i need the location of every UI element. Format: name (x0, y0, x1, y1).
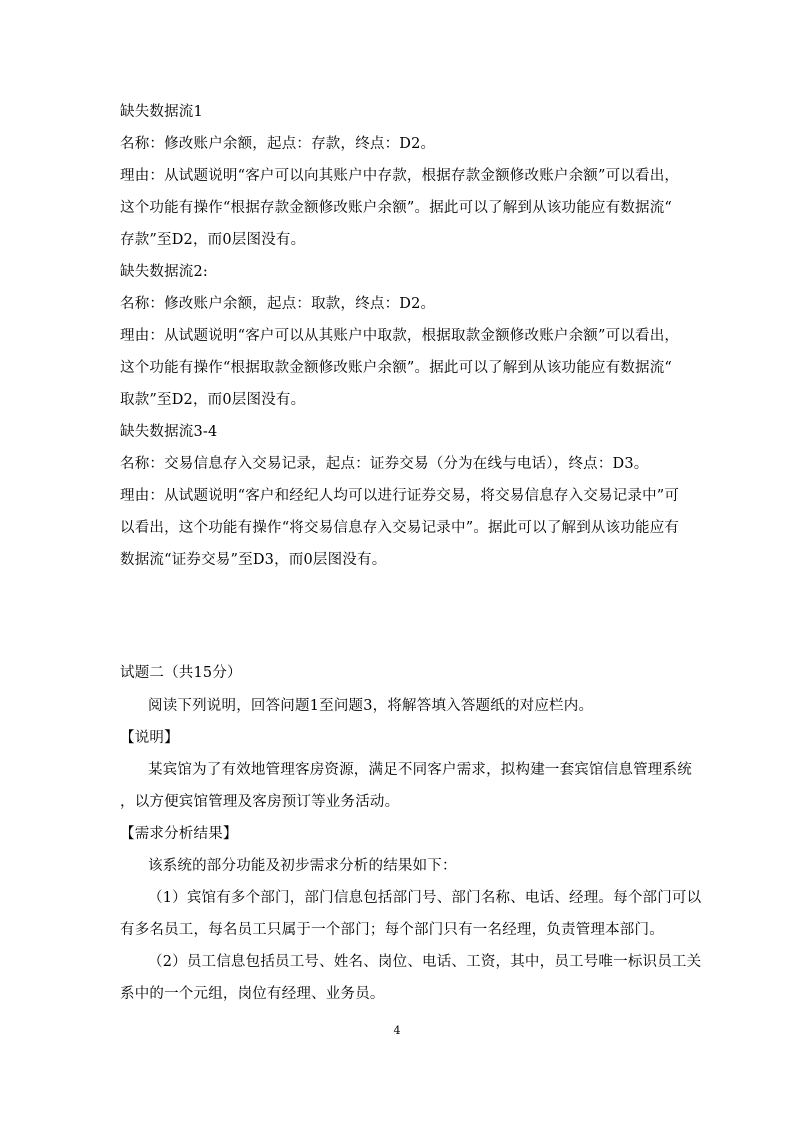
missing-flow-3-reason-line-1: 理由：从试题说明“客户和经纪人均可以进行证券交易，将交易信息存入交易记录中”可 (120, 488, 680, 504)
page-number: 4 (393, 1024, 401, 1037)
missing-flow-2-title: 缺失数据流2: (120, 264, 209, 280)
question-2-intro: 阅读下列说明，回答问题1至问题3，将解答填入答题纸的对应栏内。 (148, 698, 594, 714)
requirement-1-line-2: 有多名员工，每名员工只属于一个部门；每个部门只有一名经理，负责管理本部门。 (120, 922, 664, 938)
missing-flow-2-name: 名称：修改账户余额，起点：取款，终点：D2。 (120, 296, 436, 312)
missing-flow-1-name: 名称：修改账户余额，起点：存款，终点：D2。 (120, 136, 436, 152)
missing-flow-3-reason-line-3: 数据流“证券交易”至D3，而0层图没有。 (120, 552, 387, 568)
missing-flow-1-reason-line-2: 这个功能有操作“根据存款金额修改账户余额”。据此可以了解到从该功能应有数据流“ (120, 200, 673, 216)
missing-flow-1-title: 缺失数据流1 (120, 104, 203, 120)
requirement-2-line-2: 系中的一个元组，岗位有经理、业务员。 (120, 986, 385, 1002)
missing-flow-3-reason-line-2: 以看出，这个功能有操作“将交易信息存入交易记录中”。据此可以了解到从该功能应有 (120, 520, 680, 536)
requirement-2-line-1: （2）员工信息包括员工号、姓名、岗位、电话、工资，其中，员工号唯一标识员工关 (148, 954, 702, 970)
question-2-title: 试题二（共15分） (120, 665, 242, 681)
explanation-line-2: ，以方便宾馆管理及客房预订等业务活动。 (120, 794, 400, 810)
missing-flow-2-reason-line-3: 取款”至D2，而0层图没有。 (120, 392, 306, 408)
requirements-intro: 该系统的部分功能及初步需求分析的结果如下： (148, 858, 457, 874)
requirement-1-line-1: （1）宾馆有多个部门，部门信息包括部门号、部门名称、电话、经理。每个部门可以 (148, 890, 702, 906)
explanation-line-1: 某宾馆为了有效地管理客房资源，满足不同客户需求，拟构建一套宾馆信息管理系统 (148, 762, 692, 778)
requirements-header: 【需求分析结果】 (120, 826, 238, 842)
missing-flow-3-title: 缺失数据流3-4 (120, 424, 218, 440)
explanation-header: 【说明】 (120, 730, 179, 746)
missing-flow-2-reason-line-2: 这个功能有操作“根据取款金额修改账户余额”。据此可以了解到从该功能应有数据流“ (120, 360, 673, 376)
missing-flow-3-name: 名称：交易信息存入交易记录，起点：证券交易（分为在线与电话），终点：D3。 (120, 456, 649, 472)
missing-flow-1-reason-line-3: 存款”至D2，而0层图没有。 (120, 232, 306, 248)
missing-flow-2-reason-line-1: 理由：从试题说明“客户可以从其账户中取款，根据取款金额修改账户余额”可以看出， (120, 328, 680, 344)
missing-flow-1-reason-line-1: 理由：从试题说明“客户可以向其账户中存款，根据存款金额修改账户余额”可以看出， (120, 168, 680, 184)
